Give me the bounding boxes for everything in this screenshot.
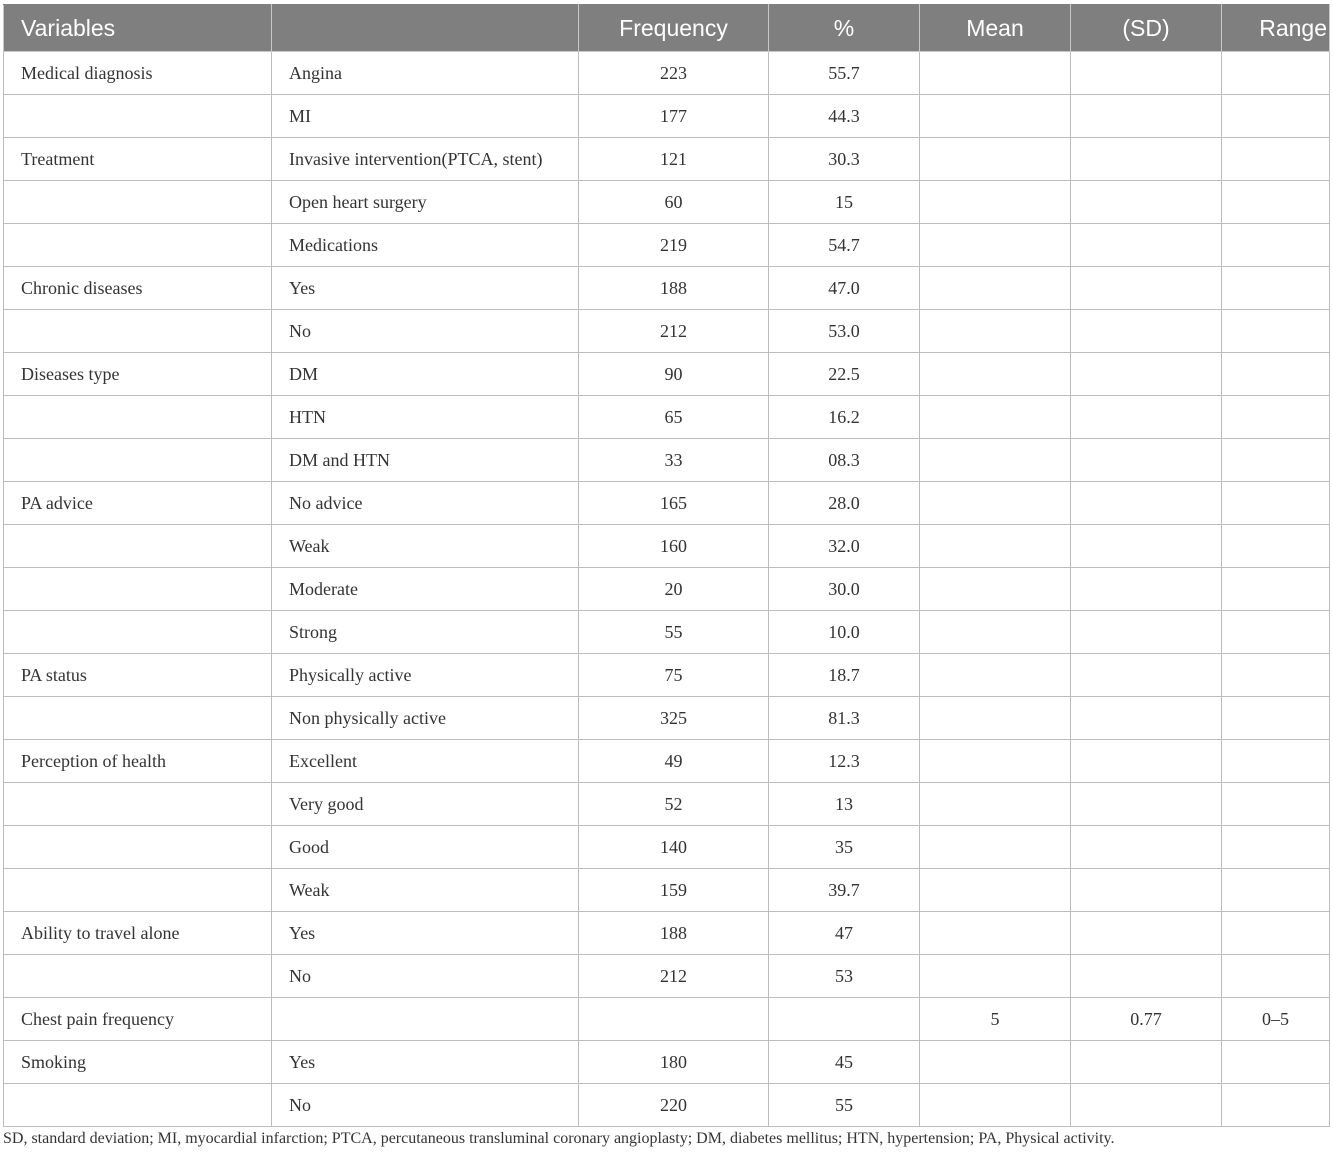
variable-cell: [4, 697, 272, 740]
percent-cell: [769, 998, 920, 1041]
variable-cell: Treatment: [4, 138, 272, 181]
range-cell: [1222, 611, 1330, 654]
sd-cell: 0.77: [1071, 998, 1222, 1041]
variable-cell: [4, 568, 272, 611]
percent-cell: 10.0: [769, 611, 920, 654]
sd-cell: [1071, 52, 1222, 95]
range-cell: 0–5: [1222, 998, 1330, 1041]
range-cell: [1222, 783, 1330, 826]
header-range: Range: [1222, 5, 1330, 52]
mean-cell: [920, 568, 1071, 611]
mean-cell: [920, 95, 1071, 138]
range-cell: [1222, 310, 1330, 353]
range-cell: [1222, 1041, 1330, 1084]
mean-cell: [920, 267, 1071, 310]
variable-cell: PA advice: [4, 482, 272, 525]
table-body: [4, 52, 1330, 1127]
range-cell: [1222, 439, 1330, 482]
header-frequency: Frequency: [579, 5, 769, 52]
table-row: [4, 224, 1330, 267]
frequency-cell: 49: [579, 740, 769, 783]
frequency-cell: 75: [579, 654, 769, 697]
mean-cell: [920, 955, 1071, 998]
table-header-row: [4, 5, 1330, 52]
category-cell: DM and HTN: [272, 439, 579, 482]
variable-cell: Perception of health: [4, 740, 272, 783]
percent-cell: 12.3: [769, 740, 920, 783]
category-cell: Weak: [272, 525, 579, 568]
percent-cell: 47: [769, 912, 920, 955]
category-cell: Open heart surgery: [272, 181, 579, 224]
table-row: [4, 740, 1330, 783]
mean-cell: [920, 826, 1071, 869]
table-footnote: SD, standard deviation; MI, myocardial infarction; PTCA, percutaneous transluminal coronary angioplasty; DM, diabetes mellitus; HTN, hypertension; PA, Physical activity.: [3, 1130, 1115, 1147]
percent-cell: 32.0: [769, 525, 920, 568]
variable-cell: [4, 869, 272, 912]
sd-cell: [1071, 869, 1222, 912]
table-row: [4, 353, 1330, 396]
sd-cell: [1071, 826, 1222, 869]
frequency-cell: 65: [579, 396, 769, 439]
variable-cell: [4, 611, 272, 654]
table-row: [4, 1041, 1330, 1084]
category-cell: No: [272, 310, 579, 353]
range-cell: [1222, 482, 1330, 525]
percent-cell: 53: [769, 955, 920, 998]
mean-cell: 5: [920, 998, 1071, 1041]
mean-cell: [920, 439, 1071, 482]
frequency-cell: 159: [579, 869, 769, 912]
frequency-cell: 223: [579, 52, 769, 95]
percent-cell: 22.5: [769, 353, 920, 396]
variable-cell: [4, 1084, 272, 1127]
category-cell: DM: [272, 353, 579, 396]
table-row: [4, 955, 1330, 998]
range-cell: [1222, 955, 1330, 998]
frequency-cell: 121: [579, 138, 769, 181]
category-cell: Non physically active: [272, 697, 579, 740]
header-mean: Mean: [920, 5, 1071, 52]
table-row: [4, 95, 1330, 138]
percent-cell: 30.0: [769, 568, 920, 611]
percent-cell: 30.3: [769, 138, 920, 181]
variable-cell: [4, 525, 272, 568]
variable-cell: PA status: [4, 654, 272, 697]
mean-cell: [920, 52, 1071, 95]
range-cell: [1222, 525, 1330, 568]
category-cell: MI: [272, 95, 579, 138]
sd-cell: [1071, 740, 1222, 783]
variable-cell: [4, 396, 272, 439]
table-row: [4, 697, 1330, 740]
frequency-cell: 219: [579, 224, 769, 267]
frequency-cell: 188: [579, 267, 769, 310]
sd-cell: [1071, 568, 1222, 611]
mean-cell: [920, 525, 1071, 568]
range-cell: [1222, 138, 1330, 181]
table-row: [4, 181, 1330, 224]
category-cell: HTN: [272, 396, 579, 439]
table-row: [4, 439, 1330, 482]
category-cell: Angina: [272, 52, 579, 95]
category-cell: Yes: [272, 912, 579, 955]
table-row: [4, 912, 1330, 955]
sd-cell: [1071, 396, 1222, 439]
range-cell: [1222, 181, 1330, 224]
frequency-cell: 60: [579, 181, 769, 224]
category-cell: Moderate: [272, 568, 579, 611]
mean-cell: [920, 396, 1071, 439]
frequency-cell: 212: [579, 955, 769, 998]
sd-cell: [1071, 181, 1222, 224]
percent-cell: 28.0: [769, 482, 920, 525]
frequency-cell: 212: [579, 310, 769, 353]
frequency-cell: 325: [579, 697, 769, 740]
mean-cell: [920, 224, 1071, 267]
percent-cell: 15: [769, 181, 920, 224]
percent-cell: 35: [769, 826, 920, 869]
sd-cell: [1071, 439, 1222, 482]
sd-cell: [1071, 267, 1222, 310]
mean-cell: [920, 138, 1071, 181]
variable-cell: [4, 310, 272, 353]
frequency-cell: 160: [579, 525, 769, 568]
frequency-cell: 177: [579, 95, 769, 138]
frequency-cell: 20: [579, 568, 769, 611]
mean-cell: [920, 181, 1071, 224]
category-cell: Invasive intervention(PTCA, stent): [272, 138, 579, 181]
variable-cell: Diseases type: [4, 353, 272, 396]
variable-cell: [4, 826, 272, 869]
table-row: [4, 1084, 1330, 1127]
table-row: [4, 52, 1330, 95]
frequency-cell: 188: [579, 912, 769, 955]
sd-cell: [1071, 654, 1222, 697]
percent-cell: 08.3: [769, 439, 920, 482]
data-table: [3, 4, 1330, 1127]
frequency-cell: 55: [579, 611, 769, 654]
category-cell: No: [272, 1084, 579, 1127]
percent-cell: 54.7: [769, 224, 920, 267]
mean-cell: [920, 310, 1071, 353]
range-cell: [1222, 568, 1330, 611]
range-cell: [1222, 353, 1330, 396]
category-cell: Weak: [272, 869, 579, 912]
range-cell: [1222, 912, 1330, 955]
variable-cell: [4, 783, 272, 826]
range-cell: [1222, 697, 1330, 740]
category-cell: Very good: [272, 783, 579, 826]
table-row: [4, 138, 1330, 181]
table-row: [4, 267, 1330, 310]
table-row: [4, 611, 1330, 654]
sd-cell: [1071, 955, 1222, 998]
variable-cell: [4, 439, 272, 482]
variable-cell: Medical diagnosis: [4, 52, 272, 95]
mean-cell: [920, 912, 1071, 955]
frequency-cell: 180: [579, 1041, 769, 1084]
table-container: [3, 4, 1329, 1127]
percent-cell: 18.7: [769, 654, 920, 697]
category-cell: No advice: [272, 482, 579, 525]
table-row: [4, 826, 1330, 869]
percent-cell: 13: [769, 783, 920, 826]
range-cell: [1222, 1084, 1330, 1127]
variable-cell: [4, 955, 272, 998]
table-row: [4, 654, 1330, 697]
table-row: [4, 568, 1330, 611]
frequency-cell: 33: [579, 439, 769, 482]
sd-cell: [1071, 353, 1222, 396]
category-cell: Good: [272, 826, 579, 869]
frequency-cell: 220: [579, 1084, 769, 1127]
range-cell: [1222, 396, 1330, 439]
table-row: [4, 525, 1330, 568]
sd-cell: [1071, 482, 1222, 525]
frequency-cell: 140: [579, 826, 769, 869]
percent-cell: 16.2: [769, 396, 920, 439]
percent-cell: 44.3: [769, 95, 920, 138]
mean-cell: [920, 654, 1071, 697]
table-row: [4, 998, 1330, 1041]
mean-cell: [920, 783, 1071, 826]
category-cell: Medications: [272, 224, 579, 267]
percent-cell: 53.0: [769, 310, 920, 353]
frequency-cell: [579, 998, 769, 1041]
frequency-cell: 52: [579, 783, 769, 826]
header-category: [272, 5, 579, 52]
mean-cell: [920, 1041, 1071, 1084]
range-cell: [1222, 740, 1330, 783]
percent-cell: 47.0: [769, 267, 920, 310]
sd-cell: [1071, 310, 1222, 353]
header-variables: Variables: [4, 5, 272, 52]
category-cell: No: [272, 955, 579, 998]
variable-cell: Smoking: [4, 1041, 272, 1084]
frequency-cell: 165: [579, 482, 769, 525]
range-cell: [1222, 654, 1330, 697]
table-row: [4, 396, 1330, 439]
range-cell: [1222, 95, 1330, 138]
percent-cell: 39.7: [769, 869, 920, 912]
mean-cell: [920, 740, 1071, 783]
table-row: [4, 869, 1330, 912]
sd-cell: [1071, 224, 1222, 267]
sd-cell: [1071, 611, 1222, 654]
range-cell: [1222, 52, 1330, 95]
table-row: [4, 482, 1330, 525]
category-cell: Excellent: [272, 740, 579, 783]
sd-cell: [1071, 1041, 1222, 1084]
category-cell: Yes: [272, 1041, 579, 1084]
table-row: [4, 783, 1330, 826]
mean-cell: [920, 1084, 1071, 1127]
variable-cell: Chest pain frequency: [4, 998, 272, 1041]
table-row: [4, 310, 1330, 353]
mean-cell: [920, 482, 1071, 525]
sd-cell: [1071, 1084, 1222, 1127]
category-cell: [272, 998, 579, 1041]
mean-cell: [920, 353, 1071, 396]
frequency-cell: 90: [579, 353, 769, 396]
percent-cell: 81.3: [769, 697, 920, 740]
mean-cell: [920, 611, 1071, 654]
range-cell: [1222, 224, 1330, 267]
variable-cell: [4, 181, 272, 224]
variable-cell: Chronic diseases: [4, 267, 272, 310]
sd-cell: [1071, 783, 1222, 826]
sd-cell: [1071, 95, 1222, 138]
sd-cell: [1071, 525, 1222, 568]
sd-cell: [1071, 697, 1222, 740]
header-percent: %: [769, 5, 920, 52]
sd-cell: [1071, 138, 1222, 181]
mean-cell: [920, 697, 1071, 740]
percent-cell: 55.7: [769, 52, 920, 95]
variable-cell: Ability to travel alone: [4, 912, 272, 955]
range-cell: [1222, 826, 1330, 869]
category-cell: Physically active: [272, 654, 579, 697]
percent-cell: 45: [769, 1041, 920, 1084]
range-cell: [1222, 267, 1330, 310]
range-cell: [1222, 869, 1330, 912]
header-sd: (SD): [1071, 5, 1222, 52]
category-cell: Strong: [272, 611, 579, 654]
variable-cell: [4, 95, 272, 138]
mean-cell: [920, 869, 1071, 912]
percent-cell: 55: [769, 1084, 920, 1127]
variable-cell: [4, 224, 272, 267]
sd-cell: [1071, 912, 1222, 955]
category-cell: Yes: [272, 267, 579, 310]
